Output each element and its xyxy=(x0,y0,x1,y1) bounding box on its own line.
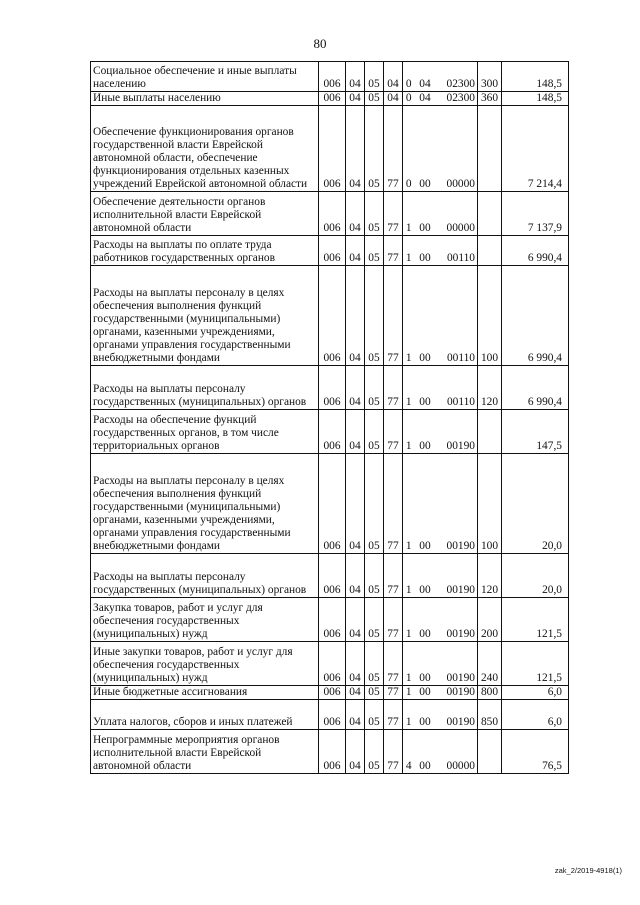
cell-subsection: 05 xyxy=(365,192,384,236)
table-row xyxy=(91,236,569,266)
cell-amount: 148,5 xyxy=(502,92,569,106)
cell-expense-type xyxy=(478,192,502,236)
cell-ved: 006 xyxy=(319,598,346,642)
cell-name: Расходы на обеспечение функций государственных органов, в том числе территориальных органов xyxy=(91,410,319,454)
cell-target-program: 77 xyxy=(384,598,403,642)
cell-target-subprogram: 0 xyxy=(403,106,415,192)
cell-target-program: 77 xyxy=(384,642,403,686)
cell-target-subprogram: 1 xyxy=(403,454,415,554)
cell-target-subprogram: 1 xyxy=(403,554,415,598)
cell-target-event: 00 xyxy=(415,700,436,730)
cell-ved: 006 xyxy=(319,236,346,266)
cell-section: 04 xyxy=(346,266,365,366)
cell-expense-type xyxy=(478,410,502,454)
cell-subsection: 05 xyxy=(365,730,384,774)
cell-expense-type: 100 xyxy=(478,454,502,554)
cell-name: Иные бюджетные ассигнования xyxy=(91,686,319,700)
cell-section: 04 xyxy=(346,598,365,642)
cell-name: Социальное обеспечение и иные выплаты населению xyxy=(91,62,319,92)
cell-amount: 6,0 xyxy=(502,686,569,700)
cell-target-program: 04 xyxy=(384,62,403,92)
cell-target-program: 77 xyxy=(384,192,403,236)
cell-ved: 006 xyxy=(319,454,346,554)
cell-ved: 006 xyxy=(319,266,346,366)
cell-expense-type: 240 xyxy=(478,642,502,686)
cell-name: Обеспечение деятельности органов исполнительной власти Еврейской автономной области xyxy=(91,192,319,236)
cell-target-event: 00 xyxy=(415,730,436,774)
cell-target-event: 00 xyxy=(415,642,436,686)
cell-target-subprogram: 1 xyxy=(403,236,415,266)
table-row xyxy=(91,598,569,642)
cell-target-direction: 00190 xyxy=(436,598,478,642)
cell-ved: 006 xyxy=(319,62,346,92)
cell-ved: 006 xyxy=(319,642,346,686)
cell-expense-type: 850 xyxy=(478,700,502,730)
cell-name: Расходы на выплаты персоналу государственных (муниципальных) органов xyxy=(91,366,319,410)
cell-ved: 006 xyxy=(319,92,346,106)
cell-expense-type: 800 xyxy=(478,686,502,700)
page-number: 80 xyxy=(313,36,327,51)
cell-subsection: 05 xyxy=(365,266,384,366)
cell-amount: 7 214,4 xyxy=(502,106,569,192)
cell-target-subprogram: 1 xyxy=(403,686,415,700)
cell-target-direction: 00110 xyxy=(436,366,478,410)
cell-ved: 006 xyxy=(319,700,346,730)
table-row xyxy=(91,410,569,454)
cell-expense-type: 300 xyxy=(478,62,502,92)
cell-target-event: 00 xyxy=(415,598,436,642)
cell-target-event: 00 xyxy=(415,106,436,192)
cell-section: 04 xyxy=(346,700,365,730)
cell-amount: 121,5 xyxy=(502,598,569,642)
cell-target-program: 77 xyxy=(384,700,403,730)
cell-target-direction: 00190 xyxy=(436,454,478,554)
cell-target-subprogram: 4 xyxy=(403,730,415,774)
cell-subsection: 05 xyxy=(365,236,384,266)
cell-target-program: 77 xyxy=(384,266,403,366)
cell-expense-type xyxy=(478,730,502,774)
cell-target-subprogram: 1 xyxy=(403,366,415,410)
cell-amount: 147,5 xyxy=(502,410,569,454)
cell-target-program: 77 xyxy=(384,686,403,700)
cell-subsection: 05 xyxy=(365,642,384,686)
cell-section: 04 xyxy=(346,92,365,106)
cell-amount: 7 137,9 xyxy=(502,192,569,236)
cell-amount: 6 990,4 xyxy=(502,266,569,366)
cell-section: 04 xyxy=(346,554,365,598)
cell-target-event: 00 xyxy=(415,366,436,410)
cell-subsection: 05 xyxy=(365,686,384,700)
cell-section: 04 xyxy=(346,106,365,192)
cell-target-direction: 00190 xyxy=(436,554,478,598)
footer-code: zak_2/2019-4918(1) xyxy=(554,866,622,875)
cell-target-direction: 00110 xyxy=(436,236,478,266)
cell-name: Расходы на выплаты персоналу в целях обеспечения выполнения функций государственными (муниципальными) органами, казенными учреждениями, органами управления государственными внебюджетными фондами xyxy=(91,454,319,554)
cell-subsection: 05 xyxy=(365,62,384,92)
cell-section: 04 xyxy=(346,366,365,410)
cell-ved: 006 xyxy=(319,192,346,236)
budget-table xyxy=(90,61,569,774)
cell-target-direction: 00190 xyxy=(436,686,478,700)
table-row xyxy=(91,686,569,700)
table-row xyxy=(91,92,569,106)
cell-target-subprogram: 1 xyxy=(403,700,415,730)
cell-name: Закупка товаров, работ и услуг для обеспечения государственных (муниципальных) нужд xyxy=(91,598,319,642)
cell-section: 04 xyxy=(346,642,365,686)
cell-name: Расходы на выплаты персоналу в целях обеспечения выполнения функций государственными (муниципальными) органами, казенными учреждениями, органами управления государственными внебюджетными фондами xyxy=(91,266,319,366)
table-row xyxy=(91,700,569,730)
cell-name: Обеспечение функционирования органов государственной власти Еврейской автономной области, обеспечение функционирования отдельных казенных учреждений Еврейской автономной области xyxy=(91,106,319,192)
cell-ved: 006 xyxy=(319,410,346,454)
cell-target-direction: 00110 xyxy=(436,266,478,366)
cell-target-direction: 00190 xyxy=(436,642,478,686)
cell-target-subprogram: 1 xyxy=(403,266,415,366)
cell-amount: 76,5 xyxy=(502,730,569,774)
cell-target-direction: 00000 xyxy=(436,730,478,774)
cell-amount: 20,0 xyxy=(502,454,569,554)
cell-name: Расходы на выплаты по оплате труда работников государственных органов xyxy=(91,236,319,266)
cell-target-event: 04 xyxy=(415,62,436,92)
cell-subsection: 05 xyxy=(365,554,384,598)
cell-section: 04 xyxy=(346,192,365,236)
table-row xyxy=(91,730,569,774)
cell-target-subprogram: 0 xyxy=(403,92,415,106)
cell-target-program: 77 xyxy=(384,410,403,454)
cell-ved: 006 xyxy=(319,730,346,774)
cell-target-event: 00 xyxy=(415,236,436,266)
cell-ved: 006 xyxy=(319,366,346,410)
cell-target-program: 77 xyxy=(384,106,403,192)
cell-expense-type: 200 xyxy=(478,598,502,642)
cell-expense-type xyxy=(478,106,502,192)
table-row xyxy=(91,366,569,410)
cell-section: 04 xyxy=(346,686,365,700)
budget-table-body xyxy=(91,62,569,774)
cell-amount: 6 990,4 xyxy=(502,236,569,266)
cell-name: Иные закупки товаров, работ и услуг для обеспечения государственных (муниципальных) нужд xyxy=(91,642,319,686)
table-row xyxy=(91,266,569,366)
cell-name: Иные выплаты населению xyxy=(91,92,319,106)
cell-section: 04 xyxy=(346,62,365,92)
cell-section: 04 xyxy=(346,410,365,454)
cell-target-direction: 00190 xyxy=(436,700,478,730)
cell-amount: 148,5 xyxy=(502,62,569,92)
cell-target-direction: 02300 xyxy=(436,62,478,92)
cell-amount: 20,0 xyxy=(502,554,569,598)
cell-target-program: 77 xyxy=(384,366,403,410)
cell-target-program: 04 xyxy=(384,92,403,106)
table-row xyxy=(91,454,569,554)
cell-section: 04 xyxy=(346,730,365,774)
cell-target-subprogram: 1 xyxy=(403,598,415,642)
table-row xyxy=(91,554,569,598)
cell-name: Расходы на выплаты персоналу государственных (муниципальных) органов xyxy=(91,554,319,598)
table-row xyxy=(91,62,569,92)
cell-subsection: 05 xyxy=(365,700,384,730)
cell-expense-type: 120 xyxy=(478,366,502,410)
cell-target-event: 00 xyxy=(415,454,436,554)
cell-subsection: 05 xyxy=(365,92,384,106)
table-row xyxy=(91,106,569,192)
cell-expense-type: 100 xyxy=(478,266,502,366)
cell-expense-type xyxy=(478,236,502,266)
table-row xyxy=(91,192,569,236)
cell-target-program: 77 xyxy=(384,454,403,554)
cell-expense-type: 120 xyxy=(478,554,502,598)
cell-target-event: 00 xyxy=(415,192,436,236)
cell-ved: 006 xyxy=(319,686,346,700)
cell-subsection: 05 xyxy=(365,106,384,192)
cell-target-direction: 00190 xyxy=(436,410,478,454)
cell-target-subprogram: 1 xyxy=(403,642,415,686)
cell-expense-type: 360 xyxy=(478,92,502,106)
cell-name: Непрограммные мероприятия органов исполнительной власти Еврейской автономной области xyxy=(91,730,319,774)
cell-target-program: 77 xyxy=(384,236,403,266)
cell-target-direction: 02300 xyxy=(436,92,478,106)
cell-amount: 6 990,4 xyxy=(502,366,569,410)
cell-amount: 121,5 xyxy=(502,642,569,686)
table-row xyxy=(91,642,569,686)
cell-target-event: 04 xyxy=(415,92,436,106)
cell-subsection: 05 xyxy=(365,454,384,554)
cell-ved: 006 xyxy=(319,554,346,598)
cell-target-direction: 00000 xyxy=(436,192,478,236)
cell-section: 04 xyxy=(346,454,365,554)
cell-amount: 6,0 xyxy=(502,700,569,730)
cell-subsection: 05 xyxy=(365,410,384,454)
cell-ved: 006 xyxy=(319,106,346,192)
cell-target-event: 00 xyxy=(415,554,436,598)
cell-subsection: 05 xyxy=(365,598,384,642)
cell-subsection: 05 xyxy=(365,366,384,410)
cell-target-subprogram: 1 xyxy=(403,192,415,236)
cell-target-program: 77 xyxy=(384,730,403,774)
cell-section: 04 xyxy=(346,236,365,266)
cell-target-event: 00 xyxy=(415,266,436,366)
cell-target-program: 77 xyxy=(384,554,403,598)
cell-target-subprogram: 1 xyxy=(403,410,415,454)
cell-target-direction: 00000 xyxy=(436,106,478,192)
cell-name: Уплата налогов, сборов и иных платежей xyxy=(91,700,319,730)
cell-target-event: 00 xyxy=(415,410,436,454)
cell-target-subprogram: 0 xyxy=(403,62,415,92)
cell-target-event: 00 xyxy=(415,686,436,700)
